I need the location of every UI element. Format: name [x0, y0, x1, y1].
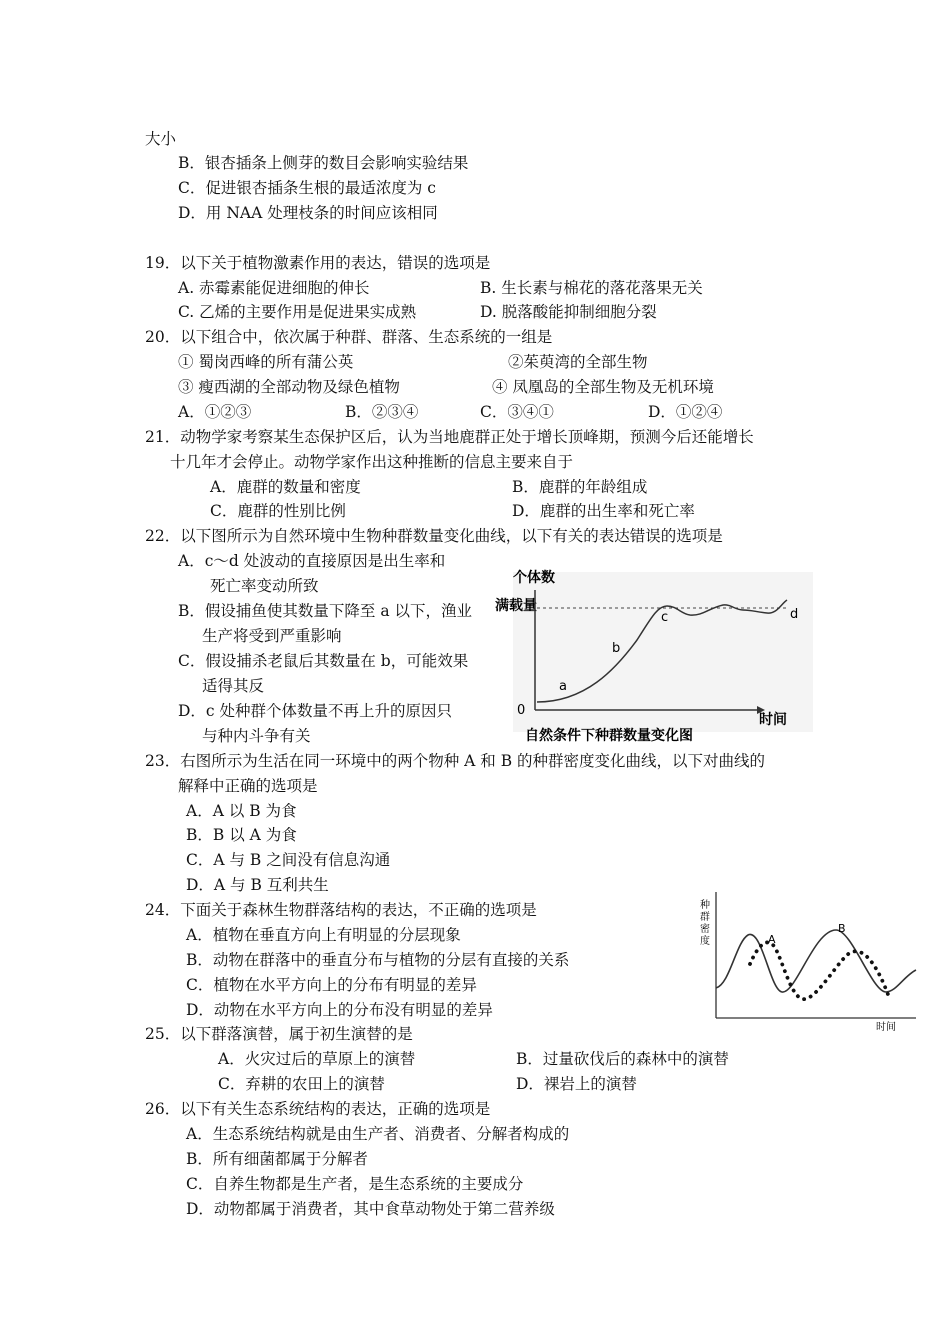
- species-b-curve: [716, 930, 916, 992]
- question-23-stem-cont: 解释中正确的选项是: [178, 777, 318, 795]
- point-b-label: b: [612, 641, 621, 656]
- capacity-label: 满载量: [495, 598, 537, 614]
- point-d-label: d: [790, 607, 799, 622]
- q22-option-b: B．假设捕鱼使其数量下降至 a 以下，渔业: [178, 602, 472, 620]
- y-axis-label-3: 密: [700, 924, 710, 935]
- option-d: D．用 NAA 处理枝条的时间应该相同: [178, 204, 438, 222]
- q22-option-a: A．c～d 处波动的直接原因是出生率和: [178, 552, 446, 570]
- q24-option-b: B．动物在群落中的垂直分布与植物的分层有直接的关系: [186, 951, 570, 969]
- species-a-curve: [750, 942, 890, 1000]
- question-26-stem: 26．以下有关生态系统结构的表达，正确的选项是: [145, 1100, 491, 1118]
- question-23-stem: 23．右图所示为生活在同一环境中的两个物种 A 和 B 的种群密度变化曲线，以下对曲线的: [145, 752, 766, 770]
- q21-option-b: B．鹿群的年龄组成: [512, 478, 648, 496]
- continued-text: 大小: [145, 130, 177, 148]
- point-c-label: c: [661, 610, 669, 625]
- question-24-stem: 24．下面关于森林生物群落结构的表达，不正确的选项是: [145, 901, 537, 919]
- species-a-label: A: [768, 933, 776, 946]
- q21-option-a: A．鹿群的数量和密度: [210, 478, 361, 496]
- x-axis-label: 时间: [759, 712, 787, 728]
- option-b: B．银杏插条上侧芽的数目会影响实验结果: [178, 154, 469, 172]
- q20-option-d: D．①②④: [648, 403, 723, 421]
- q23-option-d: D．A 与 B 互利共生: [186, 876, 329, 894]
- y-axis-label-2: 群: [700, 912, 710, 923]
- q25-option-c: C．弃耕的农田上的演替: [218, 1075, 385, 1093]
- q24-option-c: C．植物在水平方向上的分布有明显的差异: [186, 976, 477, 994]
- q23-option-a: A．A 以 B 为食: [186, 802, 297, 820]
- q22-option-a-cont: 死亡率变动所致: [210, 577, 319, 595]
- question-22-stem: 22．以下图所示为自然环境中生物种群数量变化曲线，以下有关的表达错误的选项是: [145, 527, 723, 545]
- species-density-figure: [690, 880, 930, 1035]
- question-21-stem-cont: 十几年才会停止。动物学家作出这种推断的信息主要来自于: [170, 453, 574, 471]
- y-axis-label: 个体数: [513, 570, 555, 586]
- q19-option-b: B. 生长素与棉花的落花落果无关: [480, 279, 703, 297]
- population-growth-figure: [495, 560, 815, 750]
- q25-option-b: B．过量砍伐后的森林中的演替: [516, 1050, 729, 1068]
- q22-option-c-cont: 适得其反: [202, 677, 265, 695]
- q20-item-1: ① 蜀岗西峰的所有蒲公英: [178, 353, 354, 371]
- q25-option-a: A．火灾过后的草原上的演替: [218, 1050, 416, 1068]
- q22-option-d: D．c 处种群个体数量不再上升的原因只: [178, 702, 453, 720]
- point-a-label: a: [559, 679, 567, 694]
- origin-label: 0: [517, 703, 526, 718]
- q26-option-c: C．自养生物都是生产者，是生态系统的主要成分: [186, 1175, 524, 1193]
- option-c: C．促进银杏插条生根的最适浓度为 c: [178, 179, 436, 197]
- q22-option-b-cont: 生产将受到严重影响: [202, 627, 342, 645]
- q20-option-b: B．②③④: [345, 403, 419, 421]
- q19-option-a: A. 赤霉素能促进细胞的伸长: [178, 279, 370, 297]
- question-25-stem: 25．以下群落演替，属于初生演替的是: [145, 1025, 413, 1043]
- q19-option-d: D. 脱落酸能抑制细胞分裂: [480, 303, 657, 321]
- q24-option-a: A．植物在垂直方向上有明显的分层现象: [186, 926, 461, 944]
- q23-option-b: B．B 以 A 为食: [186, 826, 297, 844]
- q25-option-d: D．裸岩上的演替: [516, 1075, 637, 1093]
- q26-option-b: B．所有细菌都属于分解者: [186, 1150, 368, 1168]
- question-19-stem: 19．以下关于植物激素作用的表达，错误的选项是: [145, 254, 491, 272]
- q26-option-d: D．动物都属于消费者，其中食草动物处于第二营养级: [186, 1200, 555, 1218]
- species-b-label: B: [838, 922, 846, 935]
- q20-item-2: ②茱萸湾的全部生物: [508, 353, 648, 371]
- q20-item-3: ③ 瘦西湖的全部动物及绿色植物: [178, 378, 400, 396]
- q21-option-d: D．鹿群的出生率和死亡率: [512, 502, 695, 520]
- x-axis-label: 时间: [876, 1022, 896, 1033]
- q23-option-c: C．A 与 B 之间没有信息沟通: [186, 851, 391, 869]
- q21-option-c: C．鹿群的性别比例: [210, 502, 346, 520]
- question-21-stem: 21．动物学家考察某生态保护区后，认为当地鹿群正处于增长顶峰期，预测今后还能增长: [145, 428, 754, 446]
- q22-option-d-cont: 与种内斗争有关: [202, 727, 311, 745]
- q20-option-c: C．③④①: [480, 403, 554, 421]
- y-axis-label-1: 种: [700, 900, 710, 911]
- q26-option-a: A．生态系统结构就是由生产者、消费者、分解者构成的: [186, 1125, 570, 1143]
- q22-option-c: C．假设捕杀老鼠后其数量在 b，可能效果: [178, 652, 469, 670]
- q19-option-c: C. 乙烯的主要作用是促进果实成熟: [178, 303, 417, 321]
- question-20-stem: 20．以下组合中，依次属于种群、群落、生态系统的一组是: [145, 328, 553, 346]
- q20-item-4: ④ 凤凰岛的全部生物及无机环境: [492, 378, 714, 396]
- q24-option-d: D．动物在水平方向上的分布没有明显的差异: [186, 1001, 493, 1019]
- y-axis-label-4: 度: [700, 936, 710, 947]
- q20-option-a: A．①②③: [178, 403, 252, 421]
- figure-background: [513, 572, 813, 732]
- figure-caption: 自然条件下种群数量变化图: [525, 728, 693, 744]
